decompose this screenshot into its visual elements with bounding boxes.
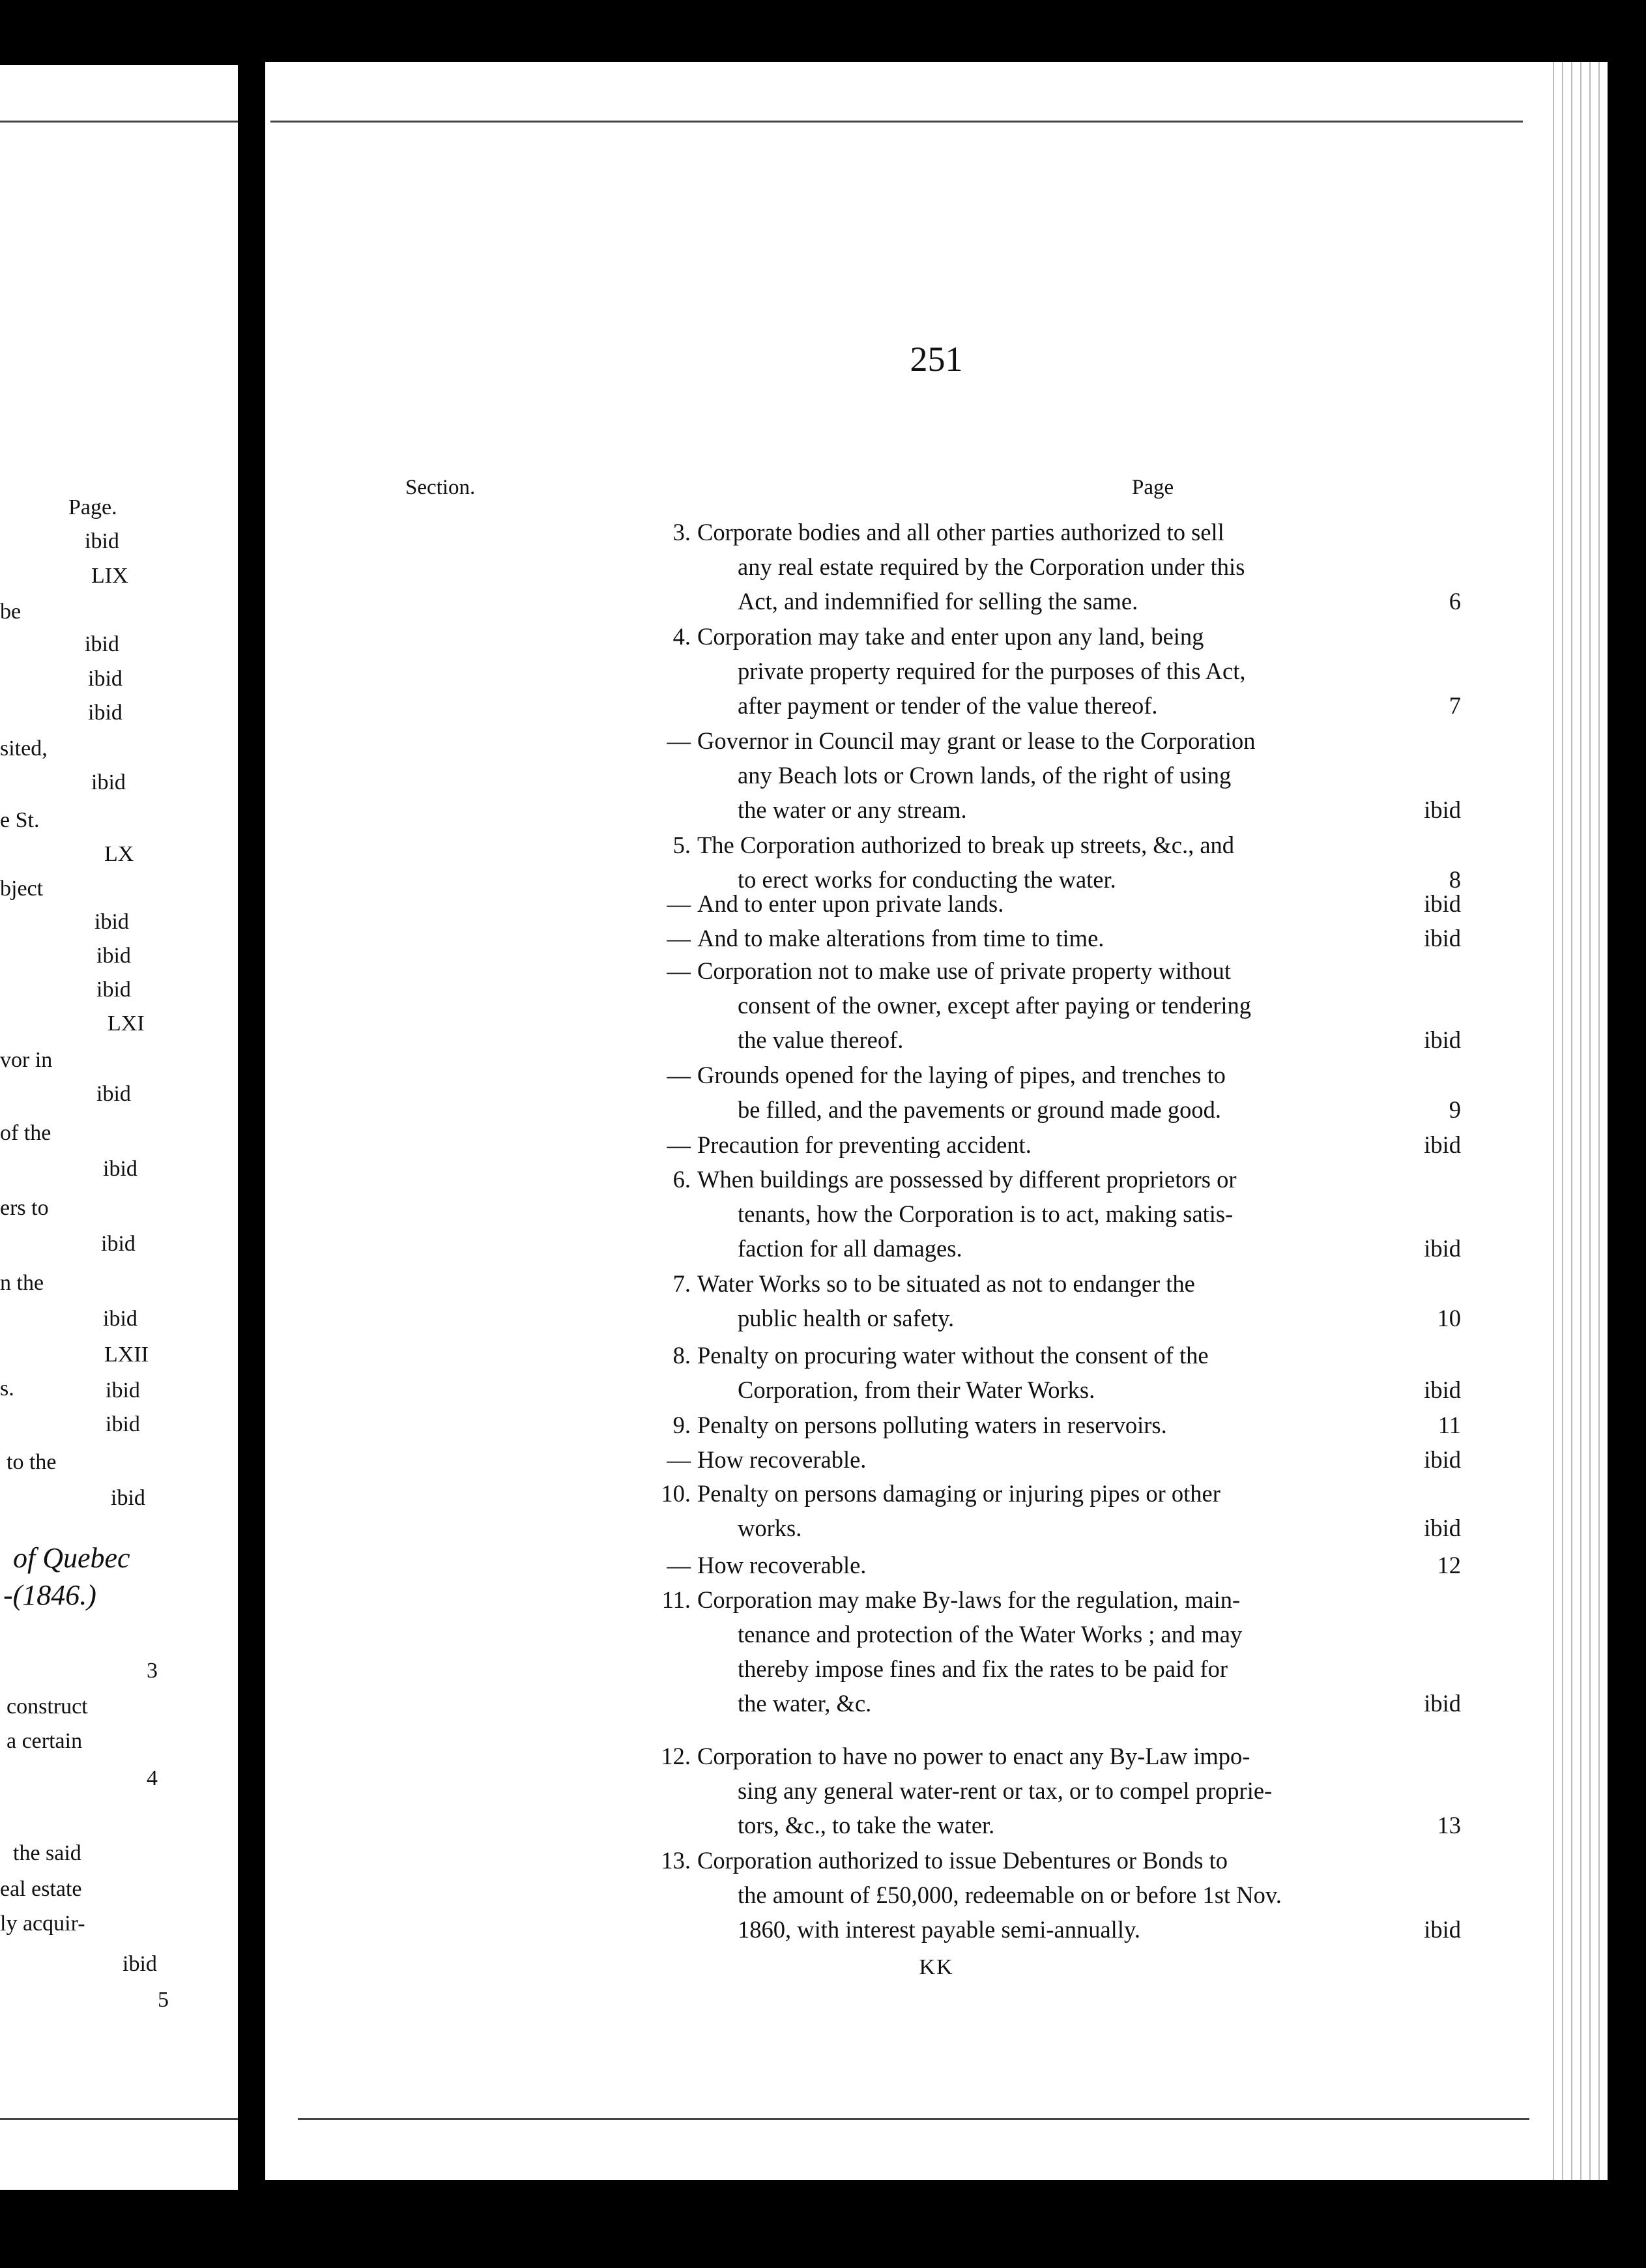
left-page-line: ibid xyxy=(103,1307,137,1331)
left-page-line: ibid xyxy=(103,1157,137,1181)
section-number: 12. xyxy=(661,1743,691,1769)
left-page-line: LXI xyxy=(108,1011,145,1036)
entry-continuation-line xyxy=(659,1773,1461,1808)
page-number: 251 xyxy=(910,340,963,379)
section-number: — xyxy=(667,890,691,917)
bottom-rule xyxy=(298,2118,1529,2120)
entry-continuation-line xyxy=(659,1023,1461,1057)
index-entry xyxy=(659,1127,1461,1162)
page-edge xyxy=(1549,62,1608,2180)
entry-text: thereby impose fines and fix the rates to be paid for xyxy=(738,1655,1228,1682)
entry-continuation-line xyxy=(659,1373,1461,1407)
index-entry xyxy=(659,1843,1461,1947)
index-entry xyxy=(659,1582,1461,1721)
entry-continuation-line xyxy=(659,549,1461,584)
entry-first-line xyxy=(659,953,1461,988)
section-number: — xyxy=(667,727,691,754)
entry-text: 1860, with interest payable semi-annually. xyxy=(738,1916,1140,1943)
page-reference: ibid xyxy=(1424,796,1461,823)
section-number: — xyxy=(667,1062,691,1088)
page-reference: 10 xyxy=(1437,1305,1461,1331)
entry-text: Corporate bodies and all other parties authorized to sell xyxy=(697,519,1224,545)
left-page-line: ers to xyxy=(0,1196,49,1220)
left-page-line: bject xyxy=(0,877,44,901)
page-reference: ibid xyxy=(1424,1515,1461,1541)
page-reference: ibid xyxy=(1424,890,1461,917)
entry-continuation-line xyxy=(659,1197,1461,1231)
entry-continuation-line xyxy=(659,1617,1461,1651)
entry-continuation-line xyxy=(659,688,1461,723)
index-entry xyxy=(659,953,1461,1057)
section-number: — xyxy=(667,1131,691,1158)
entry-first-line xyxy=(659,1843,1461,1878)
entry-text: Penalty on persons polluting waters in reservoirs. xyxy=(697,1412,1167,1438)
left-page-line: LXII xyxy=(104,1343,149,1367)
page-reference: 12 xyxy=(1437,1552,1461,1578)
entry-first-line xyxy=(659,515,1461,549)
entry-text: Grounds opened for the laying of pipes, and trenches to xyxy=(697,1062,1226,1088)
left-page-line: n the xyxy=(0,1271,44,1295)
left-page-line: a certain xyxy=(7,1729,83,1753)
entry-first-line xyxy=(659,1127,1461,1162)
left-page-line: be xyxy=(0,600,22,624)
page-reference: ibid xyxy=(1424,1446,1461,1473)
entry-first-line xyxy=(659,1548,1461,1582)
entry-first-line xyxy=(659,1058,1461,1092)
entry-first-line xyxy=(659,723,1461,758)
entry-text: to erect works for conducting the water. xyxy=(738,866,1116,893)
left-page-line: the said xyxy=(13,1841,81,1865)
section-number: — xyxy=(667,1446,691,1473)
entry-text: When buildings are possessed by different proprietors or xyxy=(697,1166,1237,1193)
entry-first-line xyxy=(659,1582,1461,1617)
page-reference: ibid xyxy=(1424,1916,1461,1943)
top-rule xyxy=(270,121,1523,123)
entry-text: Corporation to have no power to enact any By-Law impo- xyxy=(697,1743,1250,1769)
entry-text: tenance and protection of the Water Works ; and may xyxy=(738,1621,1243,1648)
entry-continuation-line xyxy=(659,988,1461,1023)
left-page-line: e St. xyxy=(0,808,40,832)
top-rule xyxy=(0,121,238,123)
index-entry xyxy=(659,1266,1461,1335)
section-number: — xyxy=(667,1552,691,1578)
page-reference: ibid xyxy=(1424,1376,1461,1403)
left-page-line: -(1846.) xyxy=(3,1579,96,1611)
entry-first-line xyxy=(659,921,1461,955)
entry-text: Corporation authorized to issue Debentures or Bonds to xyxy=(697,1847,1228,1874)
entry-first-line xyxy=(659,1338,1461,1373)
entry-text: The Corporation authorized to break up streets, &c., and xyxy=(697,832,1235,858)
entry-continuation-line xyxy=(659,792,1461,827)
left-page-line: s. xyxy=(0,1376,14,1401)
entry-text: How recoverable. xyxy=(697,1446,867,1473)
entry-continuation-line xyxy=(659,1511,1461,1545)
section-number: 8. xyxy=(672,1342,691,1369)
page-reference: 13 xyxy=(1437,1812,1461,1839)
entry-continuation-line xyxy=(659,1878,1461,1912)
entry-first-line xyxy=(659,1476,1461,1511)
entry-text: any real estate required by the Corporation under this xyxy=(738,553,1245,580)
section-number: 6. xyxy=(672,1166,691,1193)
entry-text: And to enter upon private lands. xyxy=(697,890,1004,917)
section-number: 7. xyxy=(672,1270,691,1297)
left-page-line: LIX xyxy=(91,564,128,588)
entry-first-line xyxy=(659,1162,1461,1197)
entry-text: Water Works so to be situated as not to endanger the xyxy=(697,1270,1195,1297)
left-page-line: ibid xyxy=(96,944,131,968)
left-page-line: ibid xyxy=(88,667,123,691)
page-reference: ibid xyxy=(1424,1235,1461,1262)
entry-continuation-line xyxy=(659,1808,1461,1842)
entry-text: Penalty on procuring water without the consent of the xyxy=(697,1342,1209,1369)
entry-text: tors, &c., to take the water. xyxy=(738,1812,995,1839)
entry-first-line xyxy=(659,886,1461,921)
left-page-line: Page. xyxy=(68,495,117,519)
entry-text: the water, &c. xyxy=(738,1690,872,1717)
index-entry xyxy=(659,723,1461,827)
entry-text: Corporation may take and enter upon any land, being xyxy=(697,623,1204,650)
entry-text: And to make alterations from time to time. xyxy=(697,925,1105,952)
page-reference: ibid xyxy=(1424,1690,1461,1717)
left-page-line: construct xyxy=(7,1694,88,1719)
left-page-line: ibid xyxy=(91,770,126,794)
index-entry xyxy=(659,1058,1461,1127)
left-page xyxy=(0,65,238,2190)
left-page-line: eal estate xyxy=(0,1877,82,1901)
left-page-line: ibid xyxy=(106,1412,140,1436)
entry-text: be filled, and the pavements or ground made good. xyxy=(738,1096,1221,1123)
left-page-line: of the xyxy=(0,1121,51,1145)
entry-first-line xyxy=(659,1442,1461,1477)
left-page-line: ibid xyxy=(85,529,119,553)
left-page-line: ibid xyxy=(96,978,131,1002)
left-page-line: vor in xyxy=(0,1048,53,1072)
section-number: 11. xyxy=(661,1586,691,1613)
entry-text: How recoverable. xyxy=(697,1552,867,1578)
entry-text: Corporation, from their Water Works. xyxy=(738,1376,1095,1403)
section-number: 10. xyxy=(661,1480,691,1507)
entry-text: sing any general water-rent or tax, or to compel proprie- xyxy=(738,1777,1273,1804)
entry-first-line xyxy=(659,1266,1461,1301)
left-page-line: ibid xyxy=(111,1486,145,1510)
left-page-line: to the xyxy=(7,1450,57,1474)
signature-mark: KK xyxy=(919,1955,954,1979)
left-page-line: ibid xyxy=(106,1378,140,1403)
left-page-line: LX xyxy=(104,842,134,866)
entry-continuation-line xyxy=(659,1231,1461,1266)
entry-text: the value thereof. xyxy=(738,1026,904,1053)
page-reference: ibid xyxy=(1424,1131,1461,1158)
left-page-line: of Quebec xyxy=(13,1542,130,1574)
entry-text: the amount of £50,000, redeemable on or before 1st Nov. xyxy=(738,1882,1282,1908)
left-page-line: ibid xyxy=(85,632,119,656)
section-number: 5. xyxy=(672,832,691,858)
index-entry xyxy=(659,515,1461,618)
left-page-line: 4 xyxy=(147,1766,158,1790)
entry-text: public health or safety. xyxy=(738,1305,955,1331)
index-entry xyxy=(659,1476,1461,1545)
entry-continuation-line xyxy=(659,1092,1461,1127)
entry-text: Governor in Council may grant or lease to the Corporation xyxy=(697,727,1256,754)
entry-first-line xyxy=(659,1739,1461,1773)
entry-first-line xyxy=(659,828,1461,862)
entry-text: consent of the owner, except after paying or tendering xyxy=(738,992,1252,1019)
entry-text: tenants, how the Corporation is to act, making satis- xyxy=(738,1200,1234,1227)
page-reference: ibid xyxy=(1424,1026,1461,1053)
index-entry xyxy=(659,1442,1461,1477)
index-entry xyxy=(659,886,1461,921)
section-number: 13. xyxy=(661,1847,691,1874)
entry-continuation-line xyxy=(659,1301,1461,1335)
left-page-line: 5 xyxy=(158,1988,169,2012)
section-number: 4. xyxy=(672,623,691,650)
entry-continuation-line xyxy=(659,654,1461,688)
left-page-line: 3 xyxy=(147,1659,158,1683)
section-number: — xyxy=(667,957,691,984)
entry-text: after payment or tender of the value thereof. xyxy=(738,692,1158,719)
entry-text: any Beach lots or Crown lands, of the right of using xyxy=(738,762,1232,789)
entry-text: Corporation may make By-laws for the regulation, main- xyxy=(697,1586,1241,1613)
entry-continuation-line xyxy=(659,1912,1461,1947)
entry-continuation-line xyxy=(659,584,1461,618)
entry-continuation-line xyxy=(659,1651,1461,1686)
index-entry xyxy=(659,619,1461,723)
entry-text: works. xyxy=(738,1515,802,1541)
index-entry xyxy=(659,1338,1461,1407)
left-page-line: sited, xyxy=(0,736,48,761)
page-reference: 6 xyxy=(1449,588,1461,615)
index-entry xyxy=(659,1408,1461,1442)
left-page-line: ibid xyxy=(96,1082,131,1106)
index-entry xyxy=(659,1739,1461,1842)
entry-text: Precaution for preventing accident. xyxy=(697,1131,1032,1158)
page-reference: 7 xyxy=(1449,692,1461,719)
entry-first-line xyxy=(659,1408,1461,1442)
left-page-line: ly acquir- xyxy=(0,1912,85,1936)
left-page-line: ibid xyxy=(88,701,123,725)
page-reference: 8 xyxy=(1449,866,1461,893)
page-reference: 11 xyxy=(1437,1412,1461,1438)
entry-text: Corporation not to make use of private property without xyxy=(697,957,1232,984)
page-reference: ibid xyxy=(1424,925,1461,952)
left-page-line: ibid xyxy=(94,910,129,934)
entry-text: Act, and indemnified for selling the same. xyxy=(738,588,1138,615)
index-entry xyxy=(659,1162,1461,1266)
entry-text: faction for all damages. xyxy=(738,1235,962,1262)
left-page-line: ibid xyxy=(101,1232,136,1256)
entry-text: private property required for the purposes of this Act, xyxy=(738,658,1246,684)
main-page xyxy=(265,62,1608,2180)
entry-continuation-line xyxy=(659,1686,1461,1721)
bottom-rule xyxy=(0,2118,238,2120)
page-header: Page xyxy=(1132,476,1174,499)
section-number: — xyxy=(667,925,691,952)
entry-first-line xyxy=(659,619,1461,654)
index-entry xyxy=(659,921,1461,955)
page-reference: 9 xyxy=(1449,1096,1461,1123)
entry-text: Penalty on persons damaging or injuring pipes or other xyxy=(697,1480,1220,1507)
entry-text: the water or any stream. xyxy=(738,796,967,823)
section-header: Section. xyxy=(405,476,476,499)
section-number: 9. xyxy=(672,1412,691,1438)
left-page-line: ibid xyxy=(123,1952,157,1976)
section-number: 3. xyxy=(672,519,691,545)
index-entry xyxy=(659,1548,1461,1582)
entry-continuation-line xyxy=(659,758,1461,792)
